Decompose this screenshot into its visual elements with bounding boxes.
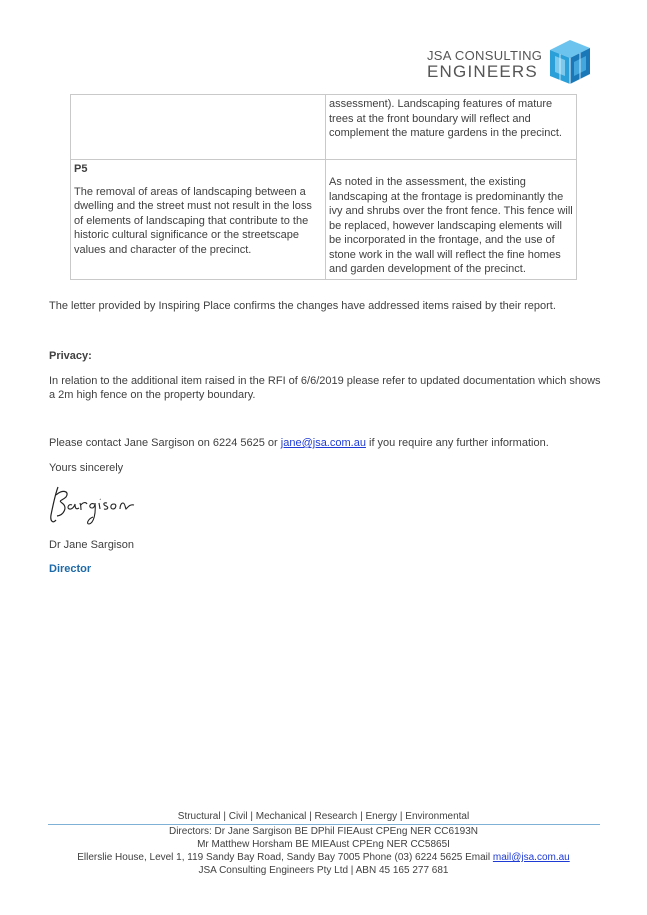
- contact-text-pre: Please contact Jane Sargison on 6224 5625 or: [49, 437, 281, 449]
- privacy-heading: Privacy:: [49, 350, 92, 362]
- contact-email-link[interactable]: jane@jsa.com.au: [280, 437, 366, 449]
- letter-paragraph: The letter provided by Inspiring Place confirms the changes have addressed items raised by their report.: [49, 300, 556, 312]
- company-logo-icon: [540, 36, 592, 93]
- table-row: [71, 95, 577, 160]
- table-cell-response: [326, 160, 577, 280]
- footer-address: [0, 851, 647, 864]
- footer-email-link[interactable]: mail@jsa.com.au: [492, 852, 570, 863]
- logo-company-line: JSA CONSULTING: [427, 48, 543, 63]
- signatory-title: Director: [49, 563, 92, 575]
- response-text: As noted in the assessment, the existing landscaping at the frontage is predominantly the ivy and shrubs over the front fence. This fence will be replaced, however landscaping elements will be incorporated in the frontage, and the use of stone work in the wall will reflect the fine homes and garden development of the precinct.: [329, 176, 573, 275]
- footer-services: Structural | Civil | Mechanical | Research | Energy | Environmental: [177, 811, 470, 822]
- closing-line: Yours sincerely: [49, 462, 124, 474]
- criterion-text: The removal of areas of landscaping between a dwelling and the street must not result in the loss of elements of landscaping that contribute to the historic cultural significance or the streetscape values and character of the precinct.: [74, 185, 312, 256]
- assessment-table: [70, 94, 577, 280]
- handwritten-signature: [44, 483, 139, 533]
- table-cell-response: assessment). Landscaping features of mature trees at the front boundary will reflect and complement the mature gardens in the precinct.: [326, 95, 577, 160]
- footer-directors-2: Mr Matthew Horsham BE MIEAust CPEng NER CC5865I: [197, 839, 450, 850]
- privacy-paragraph: In relation to the additional item raised in the RFI of 6/6/2019 please refer to updated documentation which shows a 2m high fence on the property boundary.: [49, 375, 601, 401]
- contact-paragraph: [49, 436, 609, 450]
- footer-directors-1: Directors: Dr Jane Sargison BE DPhil FIEAust CPEng NER CC6193N: [168, 826, 478, 837]
- contact-text-post: if you require any further information.: [365, 437, 549, 449]
- signatory-name: Dr Jane Sargison: [49, 539, 134, 551]
- criterion-code: P5: [74, 163, 88, 175]
- footer-address-text: Ellerslie House, Level 1, 119 Sandy Bay Road, Sandy Bay 7005 Phone (03) 6224 5625 Email: [77, 852, 493, 863]
- table-cell-empty: [71, 95, 326, 160]
- footer-company: JSA Consulting Engineers Pty Ltd | ABN 45 165 277 681: [198, 865, 449, 876]
- table-row: [71, 160, 577, 280]
- table-cell-criterion: [71, 160, 326, 280]
- logo-engineers-line: ENGINEERS: [427, 62, 538, 81]
